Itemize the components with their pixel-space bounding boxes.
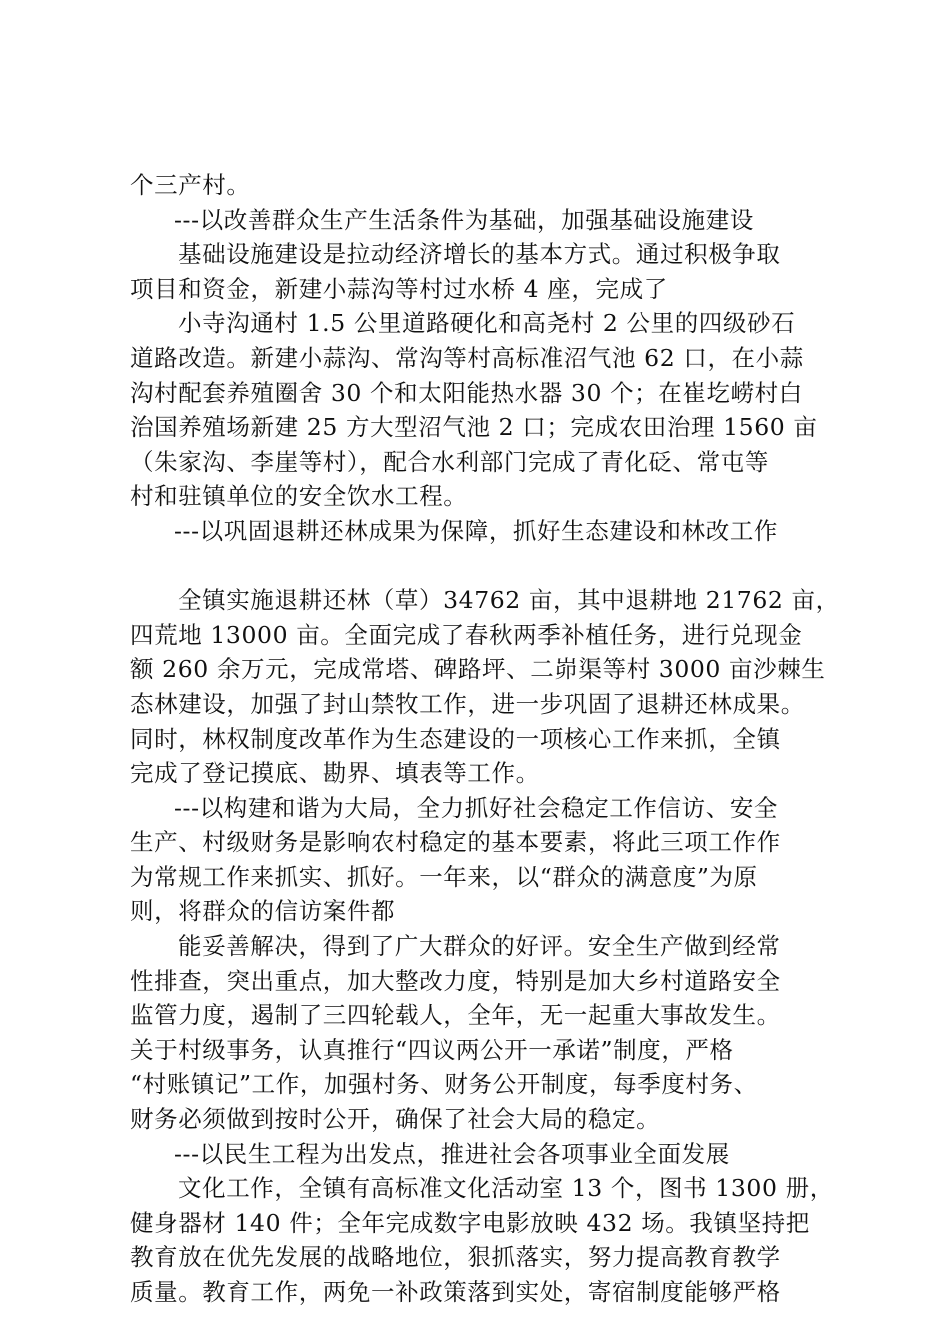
section-heading-line: ---以构建和谐为大局，全力抓好社会稳定工作信访、安全 [174,793,779,822]
text-line: 质量。教育工作，两免一补政策落到实处，寄宿制度能够严格 [130,1278,781,1306]
text-line: 道路改造。新建小蒜沟、常沟等村高标准沼气池 62 口，在小蒜 [130,343,804,372]
section-heading-line: ---以改善群众生产生活条件为基础，加强基础设施建设 [174,205,754,234]
text-line: 完成了登记摸底、勘界、填表等工作。 [130,759,540,788]
text-line: 财务必须做到按时公开，确保了社会大局的稳定。 [130,1105,661,1134]
text-line: 村和驻镇单位的安全饮水工程。 [130,482,468,511]
blank-line [130,549,835,584]
text-line: 四荒地 13000 亩。全面完成了春秋两季补植任务，进行兑现金 [130,620,803,649]
text-line: 关于村级事务，认真推行“四议两公开一承诺”制度，严格 [130,1035,734,1064]
text-line: 态林建设，加强了封山禁牧工作，进一步巩固了退耕还林成果。 [130,689,805,718]
text-line: 生产、村级财务是影响农村稳定的基本要素，将此三项工作作 [130,828,781,857]
text-line: 文化工作，全镇有高标准文化活动室 13 个，图书 1300 册， [178,1174,834,1203]
text-line: 则，将群众的信访案件都 [130,897,396,926]
text-line: 能妥善解决，得到了广大群众的好评。安全生产做到经常 [178,932,781,961]
text-line: “村账镇记”工作，加强村务、财务公开制度，每季度村务、 [130,1070,758,1099]
text-line: 基础设施建设是拉动经济增长的基本方式。通过积极争取 [178,240,781,269]
text-line: 同时，林权制度改革作为生态建设的一项核心工作来抓，全镇 [130,724,781,753]
document-body [130,168,840,1310]
section-heading-line: ---以巩固退耕还林成果为保障，抓好生态建设和林改工作 [174,516,779,545]
text-line: 项目和资金，新建小蒜沟等村过水桥 4 座，完成了 [130,274,668,303]
text-line: 为常规工作来抓实、抓好。一年来，以“群众的满意度”为原 [130,862,758,891]
text-line: 治国养殖场新建 25 方大型沼气池 2 口；完成农田治理 1560 亩 [130,413,818,442]
text-line: 教育放在优先发展的战略地位，狠抓落实，努力提高教育教学 [130,1243,781,1272]
text-line: 健身器材 140 件；全年完成数字电影放映 432 场。我镇坚持把 [130,1208,810,1237]
text-line: 性排查，突出重点，加大整改力度，特别是加大乡村道路安全 [130,966,781,995]
text-line: 个三产村。 [130,171,251,199]
text-line: 沟村配套养殖圈舍 30 个和太阳能热水器 30 个；在崔圪崂村白 [130,378,803,407]
text-line: 监管力度，遏制了三四轮载人，全年，无一起重大事故发生。 [130,1001,781,1030]
text-line: 小寺沟通村 1.5 公里道路硬化和高尧村 2 公里的四级砂石 [178,309,796,338]
text-line: （朱家沟、李崖等村），配合水利部门完成了青化砭、常屯等 [130,447,769,476]
text-line: 全镇实施退耕还林（草）34762 亩，其中退耕地 21762 亩， [178,586,840,615]
text-line: 额 260 余万元，完成常塔、碑路坪、二峁渠等村 3000 亩沙棘生 [130,655,826,684]
section-heading-line: ---以民生工程为出发点，推进社会各项事业全面发展 [174,1139,730,1168]
